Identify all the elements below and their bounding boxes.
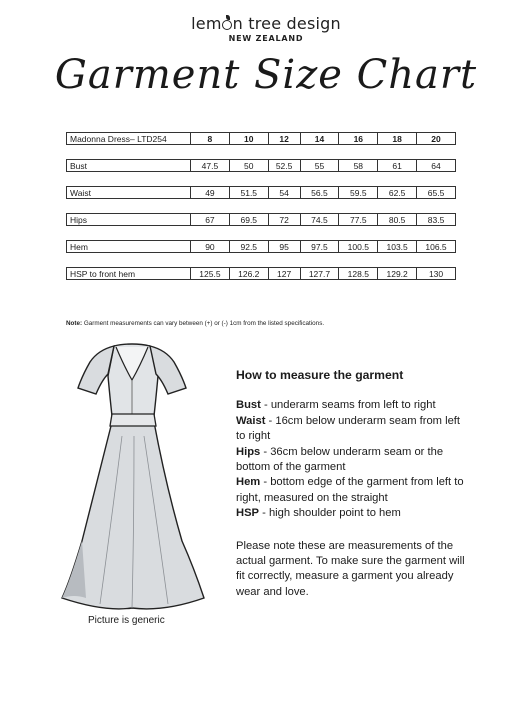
table-cell: 59.5 <box>339 187 378 199</box>
howto-item-hsp <box>236 506 468 521</box>
row-label: Waist <box>67 187 191 199</box>
table-row-hem <box>67 241 456 253</box>
note-text: Garment measurements can vary between (+) or (-) 1cm from the listed specifications. <box>82 320 325 327</box>
table-cell: 126.2 <box>229 268 268 280</box>
table-cell: 130 <box>417 268 456 280</box>
brand-name-part-2: n tree design <box>232 14 341 33</box>
brand-header <box>0 14 532 43</box>
howto-heading: How to measure the garment <box>236 368 404 382</box>
table-row-hips <box>67 214 456 226</box>
table-cell: 69.5 <box>229 214 268 226</box>
size-header-cell: 14 <box>300 133 339 145</box>
table-cell: 67 <box>191 214 230 226</box>
howto-desc: - 16cm below underarm seam from left to right <box>236 414 461 443</box>
table-cell: 129.2 <box>378 268 417 280</box>
size-chart-table <box>66 132 456 280</box>
table-cell: 56.5 <box>300 187 339 199</box>
size-header-cell: 18 <box>378 133 417 145</box>
table-cell: 58 <box>339 160 378 172</box>
lemon-logo-icon <box>222 20 232 30</box>
howto-term: Hem <box>236 476 261 489</box>
table-cell: 106.5 <box>417 241 456 253</box>
table-row-bust <box>67 160 456 172</box>
brand-logo <box>0 14 532 33</box>
note-label: Note: <box>66 320 83 327</box>
row-label: Bust <box>67 160 191 172</box>
size-header-cell: 20 <box>417 133 456 145</box>
table-cell: 49 <box>191 187 230 199</box>
table-cell: 54 <box>268 187 300 199</box>
table-cell: 127 <box>268 268 300 280</box>
table-cell: 55 <box>300 160 339 172</box>
howto-desc: - bottom edge of the garment from left to right, measured on the straight <box>236 476 464 504</box>
table-cell: 52.5 <box>268 160 300 172</box>
table-header-row <box>67 133 456 145</box>
howto-desc: - 36cm below underarm seam or the bottom of the garment <box>236 445 444 474</box>
howto-closing-note: Please note these are measurements of the actual garment. To make sure the garment will fit correctly, measure a garment you already wear and love. <box>236 539 465 598</box>
table-cell: 72 <box>268 214 300 226</box>
brand-name-part-1: lem <box>191 14 222 33</box>
table-cell: 127.7 <box>300 268 339 280</box>
page-title: Garment Size Chart <box>54 52 478 98</box>
row-label: HSP to front hem <box>67 268 191 280</box>
howto-term: Hips <box>236 445 261 458</box>
row-label: Hem <box>67 241 191 253</box>
table-cell: 97.5 <box>300 241 339 253</box>
measurement-note <box>66 320 324 327</box>
howto-term: Waist <box>236 414 266 427</box>
howto-term: HSP <box>236 507 260 520</box>
howto-item-waist <box>236 414 468 445</box>
table-cell: 50 <box>229 160 268 172</box>
howto-section <box>236 368 468 600</box>
table-cell: 100.5 <box>339 241 378 253</box>
picture-caption: Picture is generic <box>88 615 165 626</box>
table-cell: 62.5 <box>378 187 417 199</box>
product-name-cell: Madonna Dress– LTD254 <box>67 133 191 145</box>
table-cell: 80.5 <box>378 214 417 226</box>
table-cell: 74.5 <box>300 214 339 226</box>
table-cell: 47.5 <box>191 160 230 172</box>
howto-term: Bust <box>236 399 261 412</box>
table-cell: 77.5 <box>339 214 378 226</box>
table-cell: 125.5 <box>191 268 230 280</box>
table-cell: 64 <box>417 160 456 172</box>
table-cell: 92.5 <box>229 241 268 253</box>
size-header-cell: 16 <box>339 133 378 145</box>
table-cell: 51.5 <box>229 187 268 199</box>
brand-region: NEW ZEALAND <box>228 34 304 43</box>
table-row-waist <box>67 187 456 199</box>
table-cell: 103.5 <box>378 241 417 253</box>
table-cell: 95 <box>268 241 300 253</box>
howto-item-hips <box>236 445 468 476</box>
howto-item-hem <box>236 475 468 506</box>
table-cell: 128.5 <box>339 268 378 280</box>
table-cell: 90 <box>191 241 230 253</box>
size-header-cell: 10 <box>229 133 268 145</box>
table-cell: 83.5 <box>417 214 456 226</box>
table-cell: 61 <box>378 160 417 172</box>
howto-desc: - underarm seams from left to right <box>260 399 436 412</box>
howto-item-bust <box>236 398 468 413</box>
row-label: Hips <box>67 214 191 226</box>
dress-illustration <box>52 336 212 614</box>
howto-desc: - high shoulder point to hem <box>259 507 401 520</box>
size-header-cell: 8 <box>191 133 230 145</box>
table-row-hsp <box>67 268 456 280</box>
table-cell: 65.5 <box>417 187 456 199</box>
size-header-cell: 12 <box>268 133 300 145</box>
